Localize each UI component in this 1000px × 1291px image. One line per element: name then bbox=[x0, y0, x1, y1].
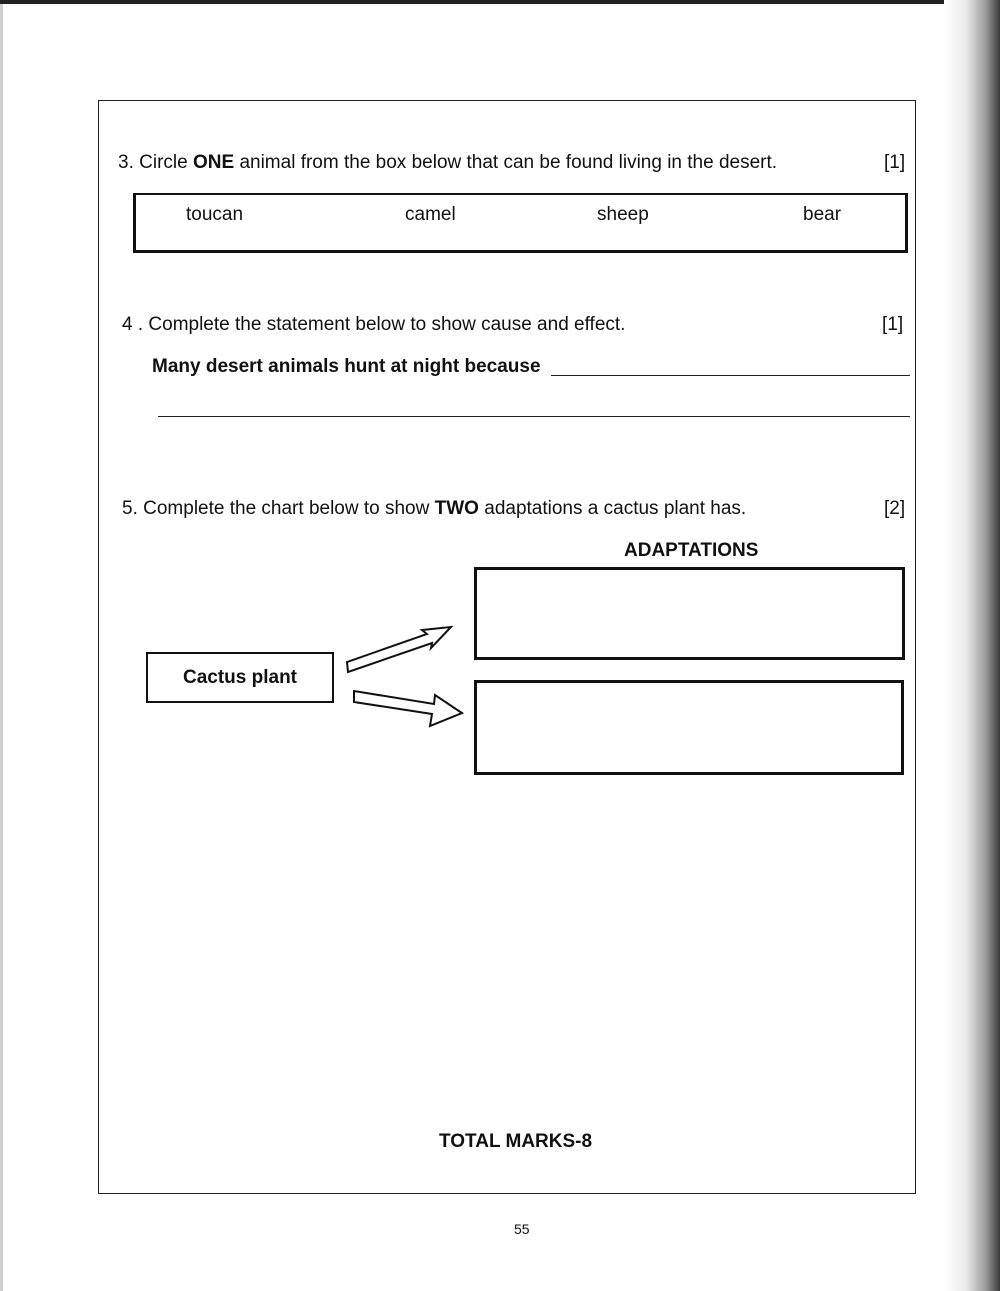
q4-text: Complete the statement below to show cause and effect. bbox=[148, 314, 626, 335]
arrow-right-icon bbox=[354, 691, 462, 726]
scan-edge-top bbox=[0, 0, 1000, 4]
q5-text-before: Complete the chart below to show bbox=[143, 498, 430, 519]
q5-text-after: adaptations a cactus plant has. bbox=[484, 498, 747, 519]
q4-answer-line-1[interactable] bbox=[551, 375, 910, 376]
q3-text-after: animal from the box below that can be found living in the desert. bbox=[239, 152, 778, 173]
q3-number: 3. bbox=[118, 152, 134, 173]
q5-number: 5. bbox=[122, 498, 138, 519]
animal-options-box bbox=[133, 193, 908, 253]
q3-emphasis: ONE bbox=[192, 152, 235, 173]
q5-marks: [2] bbox=[884, 498, 906, 519]
q4-prompt bbox=[122, 314, 625, 336]
q3-text-before: Circle bbox=[139, 152, 188, 173]
total-marks: TOTAL MARKS-8 bbox=[439, 1131, 593, 1152]
animal-option-bear[interactable]: bear bbox=[803, 204, 842, 225]
q4-number: 4 . bbox=[122, 314, 144, 335]
page-number: 55 bbox=[514, 1221, 530, 1237]
q4-answer-line-2[interactable] bbox=[158, 416, 910, 417]
scan-shadow-right bbox=[944, 0, 1000, 1291]
animal-option-toucan[interactable]: toucan bbox=[186, 204, 244, 225]
cactus-plant-label: Cactus plant bbox=[182, 666, 298, 688]
q4-marks: [1] bbox=[882, 314, 904, 335]
arrow-up-right-icon bbox=[347, 627, 451, 672]
q5-prompt bbox=[122, 498, 746, 520]
q5-emphasis: TWO bbox=[434, 498, 479, 519]
adaptation-answer-box-2[interactable] bbox=[474, 680, 904, 775]
arrows-diagram bbox=[340, 620, 470, 730]
cactus-plant-box bbox=[146, 652, 334, 703]
scan-edge-left bbox=[0, 0, 3, 1291]
q3-marks: [1] bbox=[884, 152, 906, 173]
q3-prompt bbox=[118, 152, 777, 174]
animal-option-sheep[interactable]: sheep bbox=[597, 204, 649, 225]
adaptations-heading: ADAPTATIONS bbox=[624, 540, 759, 561]
q4-statement: Many desert animals hunt at night because bbox=[152, 356, 541, 377]
adaptation-answer-box-1[interactable] bbox=[474, 567, 905, 660]
animal-option-camel[interactable]: camel bbox=[405, 204, 456, 225]
